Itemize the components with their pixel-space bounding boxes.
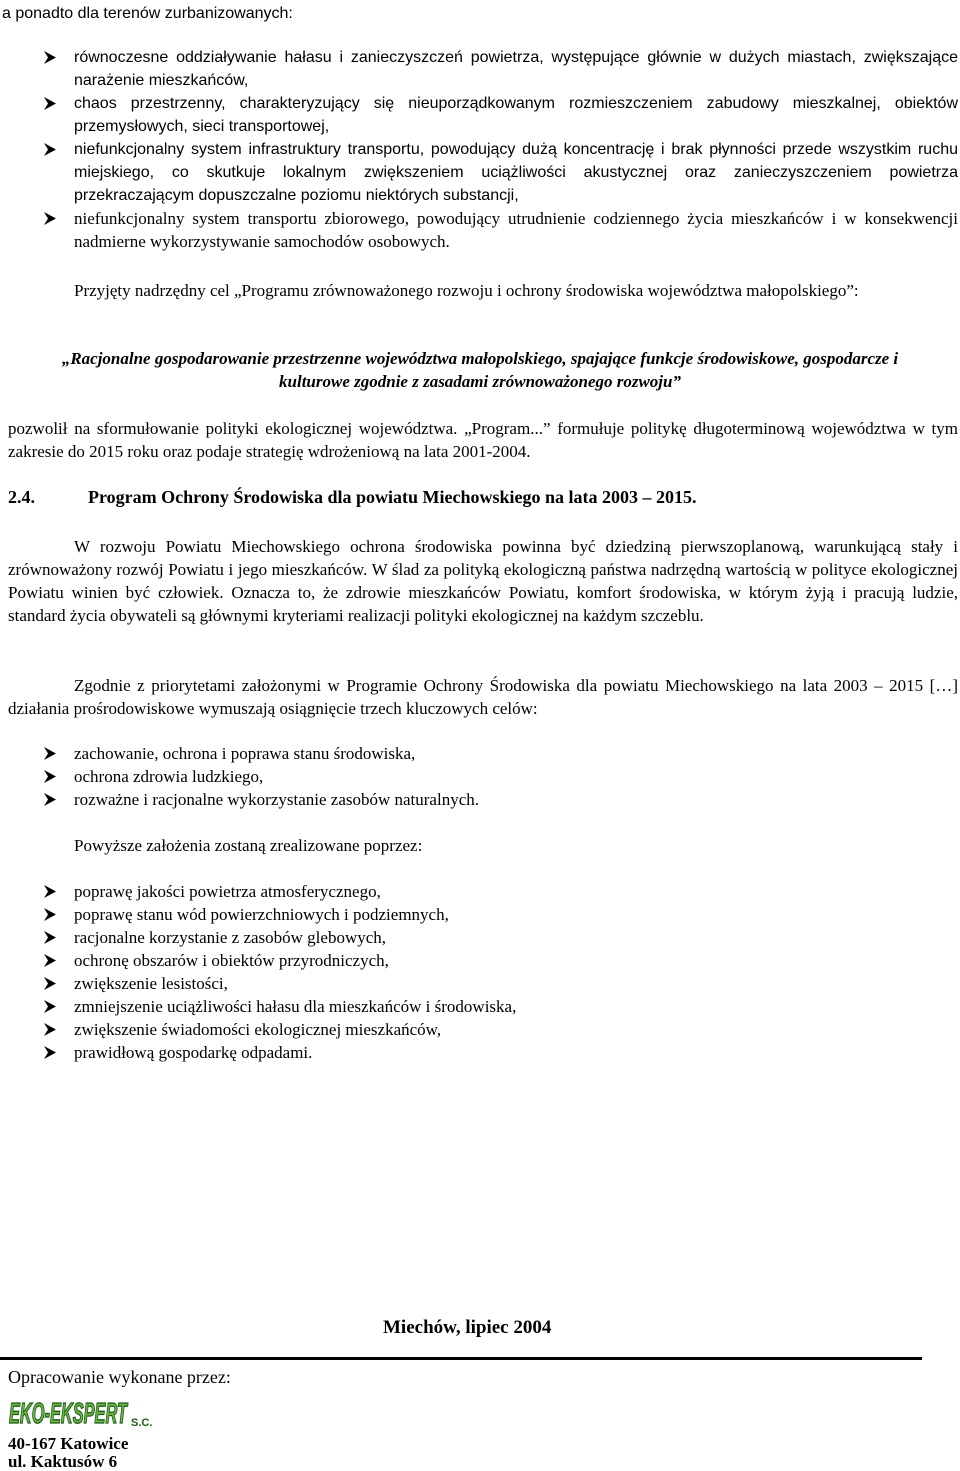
section-number: 2.4. bbox=[8, 487, 35, 507]
list-item: niefunkcjonalny system infrastruktury transportu, powodujący dużą koncentrację i brak płynności przede wszystkim ruchu miejskiego, co skutkuje lokalnym zwiększeniem uciążliwości akustycznej oraz zanieczyszczeniem powietrza przekraczającym dopuszczalne poziomu niektórych substancji, bbox=[8, 138, 958, 207]
svg-text:EKO-EKSPERT: EKO-EKSPERT bbox=[9, 1398, 129, 1430]
arrow-bullet-icon bbox=[41, 207, 61, 230]
arrow-bullet-icon bbox=[41, 46, 61, 69]
arrow-bullet-icon bbox=[41, 742, 61, 765]
regional-goal-quote: „Racjonalne gospodarowanie przestrzenne województwa małopolskiego, spajające funkcje środowiskowe, gospodarcze i kulturowe zgodnie z zasadami zrównoważonego rozwoju” bbox=[61, 349, 899, 391]
arrow-bullet-icon bbox=[41, 1018, 61, 1041]
arrow-bullet-icon bbox=[41, 765, 61, 788]
list-item: zwiększenie świadomości ekologicznej mieszkańców, bbox=[8, 1018, 958, 1041]
list-item: równoczesne oddziaływanie hałasu i zanieczyszczeń powietrza, występujące głównie w dużych miastach, zwiększające narażenie mieszkańców, bbox=[8, 46, 958, 92]
list-item: chaos przestrzenny, charakteryzujący się nieuporządkowanym rozmieszczeniem zabudowy mieszkalnej, obiektów przemysłowych, sieci transportowej, bbox=[8, 92, 958, 138]
svg-text:S.C.: S.C. bbox=[131, 1417, 153, 1429]
arrow-bullet-icon bbox=[41, 995, 61, 1018]
intro-line: a ponadto dla terenów zurbanizowanych: bbox=[2, 5, 293, 22]
list-item: ochronę obszarów i obiektów przyrodniczych, bbox=[8, 949, 958, 972]
eko-ekspert-logo bbox=[7, 1396, 157, 1430]
list-item: zachowanie, ochrona i poprawa stanu środowiska, bbox=[8, 742, 958, 765]
list-item: poprawę stanu wód powierzchniowych i podziemnych, bbox=[8, 903, 958, 926]
actions-list bbox=[8, 880, 958, 1064]
list-item: rozważne i racjonalne wykorzystanie zasobów naturalnych. bbox=[8, 788, 958, 811]
logo-graphic bbox=[7, 1396, 157, 1430]
place-date: Miechów, lipiec 2004 bbox=[383, 1317, 552, 1338]
list-item: prawidłową gospodarkę odpadami. bbox=[8, 1041, 958, 1064]
list-item: niefunkcjonalny system transportu zbiorowego, powodujący utrudnienie codziennego życia mieszkańców i w konsekwencji nadmierne wykorzystywanie samochodów osobowych. bbox=[8, 207, 958, 253]
list-item: zmniejszenie uciążliwości hałasu dla mieszkańców i środowiska, bbox=[8, 995, 958, 1018]
priorities-paragraph: Zgodnie z priorytetami założonymi w Programie Ochrony Środowiska dla powiatu Miechowskiego na lata 2003 – 2015 […] działania prośrodowiskowe wymuszają osiągnięcie trzech kluczowych celów: bbox=[8, 676, 958, 718]
goal-intro-paragraph: Przyjęty nadrzędny cel „Programu zrównoważonego rozwoju i ochrony środowiska województwa małopolskiego”: bbox=[74, 281, 859, 300]
list-item: poprawę jakości powietrza atmosferycznego, bbox=[8, 880, 958, 903]
arrow-bullet-icon bbox=[41, 788, 61, 811]
list-item: ochrona zdrowia ludzkiego, bbox=[8, 765, 958, 788]
arrow-bullet-icon bbox=[41, 92, 61, 115]
address-line-2: ul. Kaktusów 6 bbox=[8, 1452, 118, 1471]
urban-issues-list bbox=[8, 46, 958, 253]
arrow-bullet-icon bbox=[41, 949, 61, 972]
list-item: zwiększenie lesistości, bbox=[8, 972, 958, 995]
list-item: racjonalne korzystanie z zasobów glebowych, bbox=[8, 926, 958, 949]
footer-divider bbox=[0, 1357, 922, 1360]
arrow-bullet-icon bbox=[41, 903, 61, 926]
address-line-1: 40-167 Katowice bbox=[8, 1434, 129, 1453]
prepared-by-label: Opracowanie wykonane przez: bbox=[8, 1367, 231, 1387]
county-paragraph: W rozwoju Powiatu Miechowskiego ochrona środowiska powinna być dziedziną pierwszoplanową, warunkującą stały i zrównoważony rozwój Powiatu i jego mieszkańców. W ślad za polityką ekologiczną państwa nadrzędną wartością w polityce ekologicznej Powiatu winien być człowiek. Oznacza to, że zdrowie mieszkańców Powiatu, komfort środowiska, w którym żyją i pracują ludzie, standard życia obywateli są głównymi kryteriami realizacji polityki ekologicznej na każdym szczeblu. bbox=[8, 537, 958, 625]
key-goals-list bbox=[8, 742, 958, 811]
section-title: Program Ochrony Środowiska dla powiatu Miechowskiego na lata 2003 – 2015. bbox=[88, 487, 697, 507]
arrow-bullet-icon bbox=[41, 880, 61, 903]
arrow-bullet-icon bbox=[41, 138, 61, 161]
policy-paragraph: pozwolił na sformułowanie polityki ekologicznej województwa. „Program...” formułuje politykę długoterminową województwa w tym zakresie do 2015 roku oraz podaje strategię wdrożeniową na lata 2001-2004. bbox=[8, 419, 958, 461]
arrow-bullet-icon bbox=[41, 926, 61, 949]
arrow-bullet-icon bbox=[41, 1041, 61, 1064]
implementation-intro: Powyższe założenia zostaną zrealizowane poprzez: bbox=[74, 836, 423, 855]
arrow-bullet-icon bbox=[41, 972, 61, 995]
